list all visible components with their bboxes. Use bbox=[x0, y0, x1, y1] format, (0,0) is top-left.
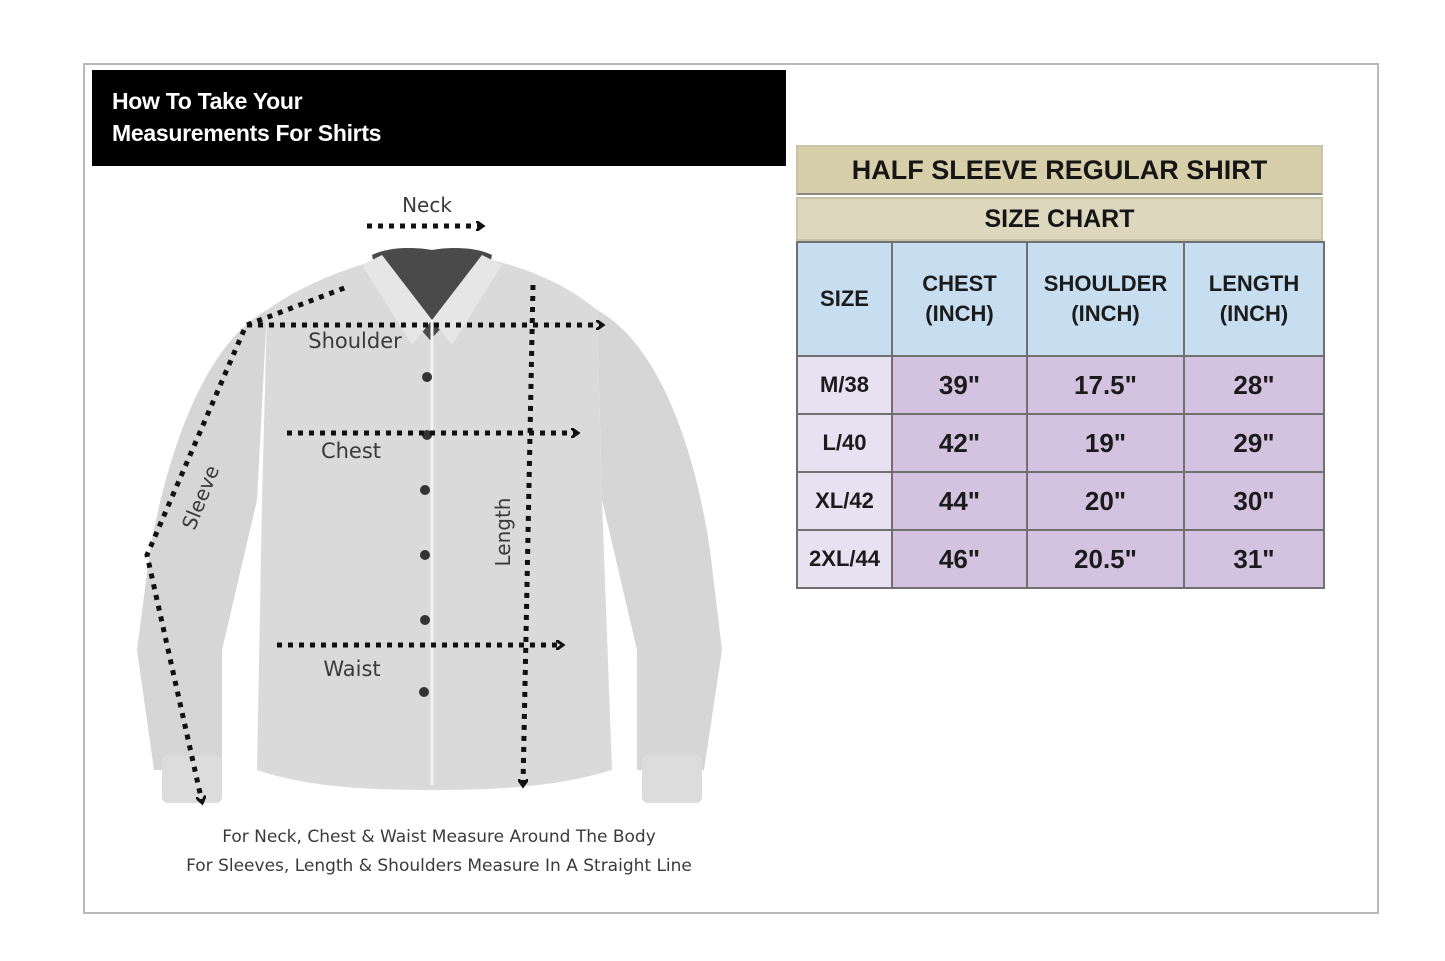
size-cell: L/40 bbox=[797, 414, 892, 472]
waist-label: Waist bbox=[323, 657, 381, 681]
shoulder-cell: 19" bbox=[1027, 414, 1184, 472]
chest-cell: 46" bbox=[892, 530, 1027, 588]
size-cell: XL/42 bbox=[797, 472, 892, 530]
neck-label: Neck bbox=[402, 193, 452, 217]
table-header-row bbox=[797, 242, 1324, 356]
length-cell: 28" bbox=[1184, 356, 1324, 414]
length-cell: 31" bbox=[1184, 530, 1324, 588]
size-table bbox=[796, 241, 1325, 589]
column-header-size: SIZE bbox=[797, 242, 892, 356]
header-line-2: Measurements For Shirts bbox=[112, 120, 382, 146]
column-header-shoulder: SHOULDER (INCH) bbox=[1027, 242, 1184, 356]
size-cell: M/38 bbox=[797, 356, 892, 414]
chest-cell: 39" bbox=[892, 356, 1027, 414]
column-header-length: LENGTH (INCH) bbox=[1184, 242, 1324, 356]
header-line-1: How To Take Your bbox=[112, 88, 303, 114]
shoulder-cell: 20.5" bbox=[1027, 530, 1184, 588]
length-label: Length bbox=[491, 497, 515, 567]
length-cell: 29" bbox=[1184, 414, 1324, 472]
size-chart-subtitle: SIZE CHART bbox=[796, 197, 1323, 241]
size-chart bbox=[796, 145, 1323, 589]
measurement-header bbox=[92, 70, 786, 166]
note-around-body: For Neck, Chest & Waist Measure Around The Body bbox=[222, 827, 656, 847]
shoulder-cell: 17.5" bbox=[1027, 356, 1184, 414]
table-row bbox=[797, 356, 1324, 414]
table-row bbox=[797, 414, 1324, 472]
table-row bbox=[797, 472, 1324, 530]
note-straight-line: For Sleeves, Length & Shoulders Measure In A Straight Line bbox=[186, 856, 692, 876]
shirt-icon bbox=[92, 170, 786, 820]
size-cell: 2XL/44 bbox=[797, 530, 892, 588]
chest-label: Chest bbox=[320, 439, 382, 463]
size-chart-title: HALF SLEEVE REGULAR SHIRT bbox=[796, 145, 1323, 195]
chest-cell: 42" bbox=[892, 414, 1027, 472]
shoulder-cell: 20" bbox=[1027, 472, 1184, 530]
length-cell: 30" bbox=[1184, 472, 1324, 530]
chest-cell: 44" bbox=[892, 472, 1027, 530]
table-row bbox=[797, 530, 1324, 588]
shoulder-label: Shoulder bbox=[308, 329, 402, 353]
column-header-chest: CHEST (INCH) bbox=[892, 242, 1027, 356]
sleeve-label: Sleeve bbox=[176, 461, 225, 533]
